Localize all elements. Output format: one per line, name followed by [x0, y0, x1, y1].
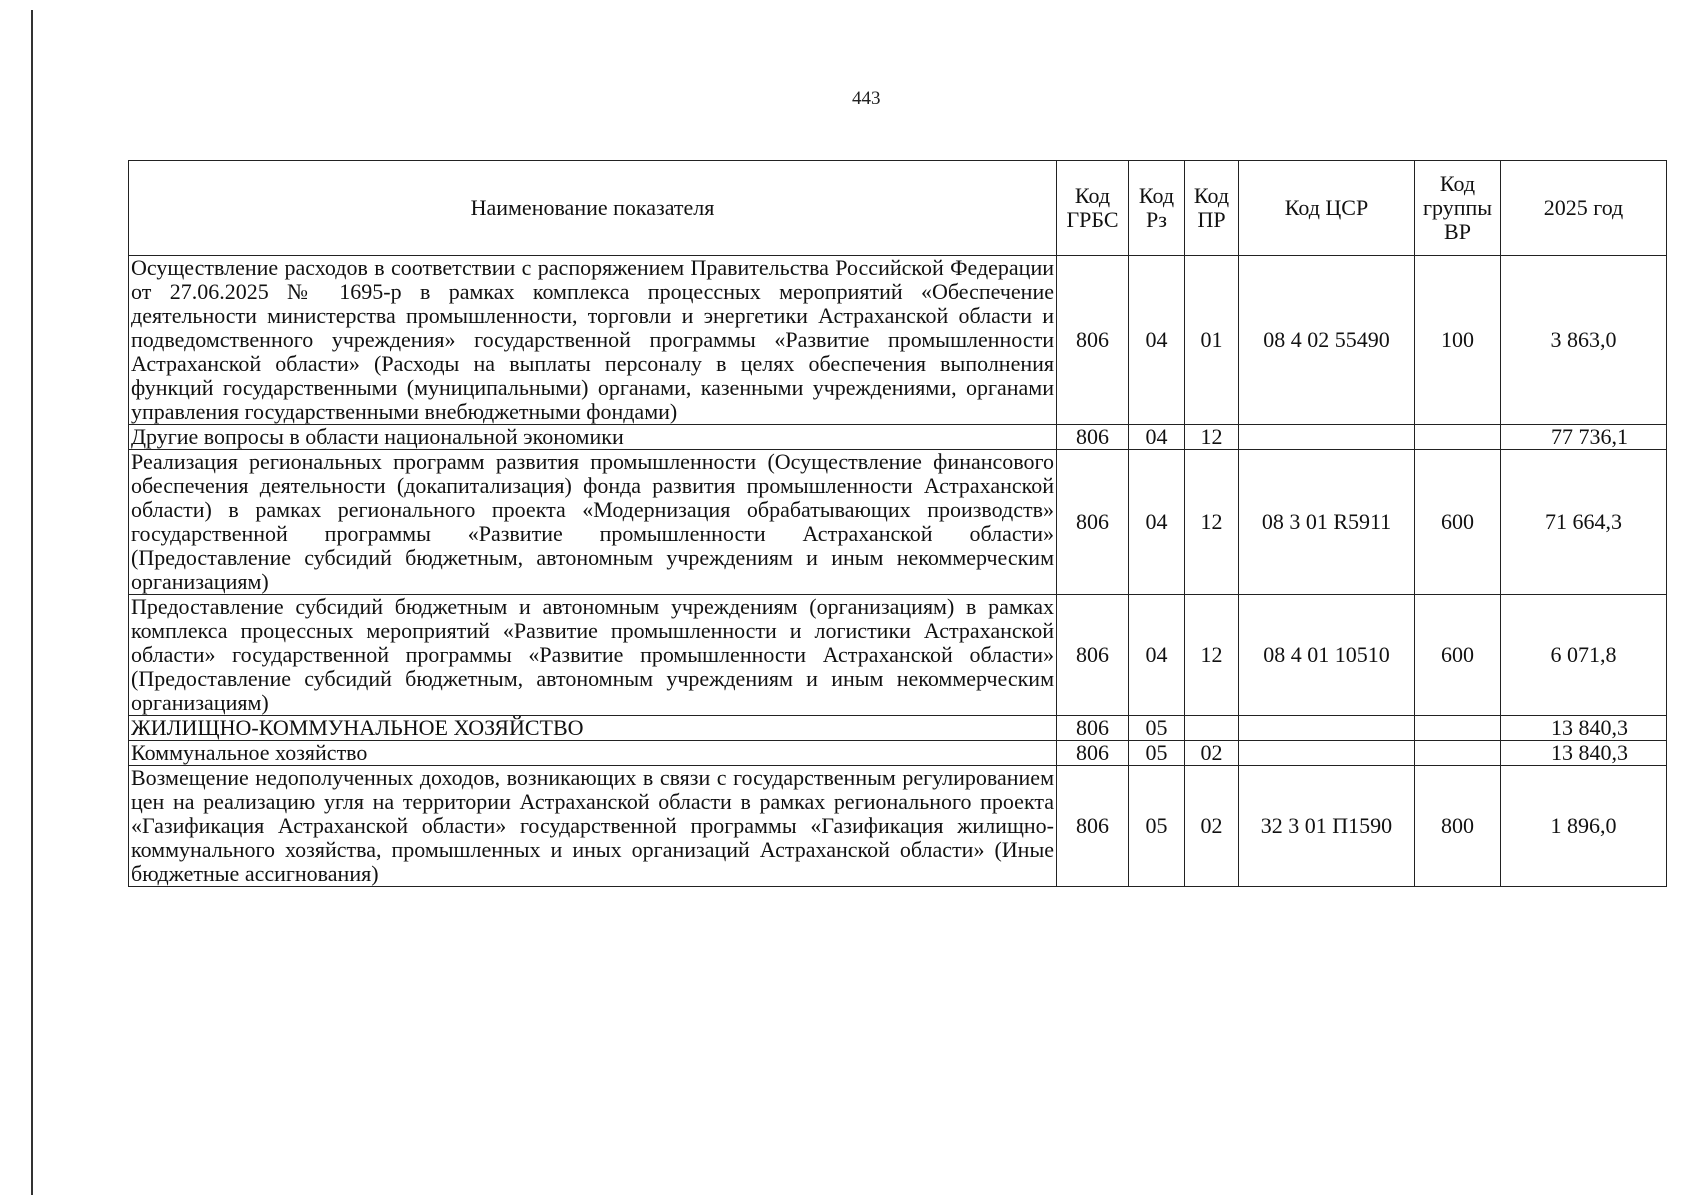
row-rz: 04: [1129, 256, 1185, 425]
table-row: [129, 450, 1667, 595]
header-pr-line-1: Код: [1193, 183, 1230, 208]
header-vr-line-1: Код: [1439, 171, 1476, 196]
header-csr: Код ЦСР: [1239, 161, 1415, 256]
row-rz: 04: [1129, 425, 1185, 450]
row-name: Осуществление расходов в соответствии с распоряжением Правительства Российской Федерации от 27.06.2025 № 1695-р в рамках комплекса процессных мероприятий «Обеспечение деятельности министерства промышленности, торговли и энергетики Астраханской области и подведомственного учреждения» государственной программы «Развитие промышленности Астраханской области» (Расходы на выплаты персоналу в целях обеспечения выполнения функций государственными (муниципальными) органами, казенными учреждениями, органами управления государственными внебюджетными фондами): [129, 256, 1057, 425]
header-rz-line-1: Код: [1138, 183, 1175, 208]
table-row: [129, 256, 1667, 425]
row-pr: 02: [1185, 766, 1239, 887]
header-grbs: [1057, 161, 1129, 256]
row-vr: 600: [1415, 595, 1501, 716]
row-amount: 13 840,3: [1501, 716, 1667, 741]
row-amount: 77 736,1: [1501, 425, 1667, 450]
row-vr: [1415, 425, 1501, 450]
row-name: Предоставление субсидий бюджетным и автономным учреждениям (организациям) в рамках комплекса процессных мероприятий «Развитие промышленности и логистики Астраханской области» государственной программы «Развитие промышленности Астраханской области» (Предоставление субсидий бюджетным, автономным учреждениям и иным некоммерческим организациям): [129, 595, 1057, 716]
row-csr: 08 4 01 10510: [1239, 595, 1415, 716]
row-vr: [1415, 741, 1501, 766]
header-rz-line-2: Рз: [1146, 207, 1167, 232]
row-csr: [1239, 425, 1415, 450]
row-vr: 100: [1415, 256, 1501, 425]
row-rz: 04: [1129, 450, 1185, 595]
row-grbs: 806: [1057, 741, 1129, 766]
table-header-row: [129, 161, 1667, 256]
table-row: [129, 716, 1667, 741]
left-margin-rule: [31, 10, 33, 1195]
row-rz: 04: [1129, 595, 1185, 716]
row-rz: 05: [1129, 766, 1185, 887]
row-pr: 01: [1185, 256, 1239, 425]
row-csr: 08 4 02 55490: [1239, 256, 1415, 425]
table-row: [129, 425, 1667, 450]
row-grbs: 806: [1057, 595, 1129, 716]
row-vr: 600: [1415, 450, 1501, 595]
row-grbs: 806: [1057, 716, 1129, 741]
row-amount: 3 863,0: [1501, 256, 1667, 425]
row-pr: 02: [1185, 741, 1239, 766]
row-grbs: 806: [1057, 425, 1129, 450]
row-name: Коммунальное хозяйство: [129, 741, 1057, 766]
row-pr: [1185, 716, 1239, 741]
budget-table: [128, 160, 1667, 887]
header-name: Наименование показателя: [129, 161, 1057, 256]
page-number: 443: [852, 88, 881, 109]
row-name: Реализация региональных программ развития промышленности (Осуществление финансового обеспечения деятельности (докапитализация) фонда развития промышленности Астраханской области) в рамках регионального проекта «Модернизация обрабатывающих производств» государственной программы «Развитие промышленности Астраханской области» (Предоставление субсидий бюджетным, автономным учреждениям и иным некоммерческим организациям): [129, 450, 1057, 595]
row-grbs: 806: [1057, 256, 1129, 425]
row-csr: 32 3 01 П1590: [1239, 766, 1415, 887]
row-pr: 12: [1185, 595, 1239, 716]
header-vr: [1415, 161, 1501, 256]
row-name: Возмещение недополученных доходов, возникающих в связи с государственным регулированием цен на реализацию угля на территории Астраханской области в рамках регионального проекта «Газификация Астраханской области» государственной программы «Газификация жилищно-коммунального хозяйства, промышленных и иных организаций Астраханской области» (Иные бюджетные ассигнования): [129, 766, 1057, 887]
table-row: [129, 766, 1667, 887]
row-vr: 800: [1415, 766, 1501, 887]
row-amount: 6 071,8: [1501, 595, 1667, 716]
row-name: ЖИЛИЩНО-КОММУНАЛЬНОЕ ХОЗЯЙСТВО: [129, 716, 1057, 741]
row-vr: [1415, 716, 1501, 741]
header-vr-line-2: группы: [1422, 195, 1493, 220]
row-rz: 05: [1129, 716, 1185, 741]
row-amount: 13 840,3: [1501, 741, 1667, 766]
row-pr: 12: [1185, 450, 1239, 595]
row-csr: [1239, 716, 1415, 741]
row-pr: 12: [1185, 425, 1239, 450]
row-amount: 71 664,3: [1501, 450, 1667, 595]
row-name: Другие вопросы в области национальной экономики: [129, 425, 1057, 450]
header-pr: [1185, 161, 1239, 256]
header-year: 2025 год: [1501, 161, 1667, 256]
row-amount: 1 896,0: [1501, 766, 1667, 887]
table-row: [129, 595, 1667, 716]
row-rz: 05: [1129, 741, 1185, 766]
table-row: [129, 741, 1667, 766]
header-grbs-line-2: ГРБС: [1066, 207, 1119, 232]
header-grbs-line-1: Код: [1074, 183, 1111, 208]
row-csr: [1239, 741, 1415, 766]
header-vr-line-3: ВР: [1444, 219, 1471, 244]
header-pr-line-2: ПР: [1197, 207, 1226, 232]
header-rz: [1129, 161, 1185, 256]
row-csr: 08 3 01 R5911: [1239, 450, 1415, 595]
row-grbs: 806: [1057, 450, 1129, 595]
row-grbs: 806: [1057, 766, 1129, 887]
